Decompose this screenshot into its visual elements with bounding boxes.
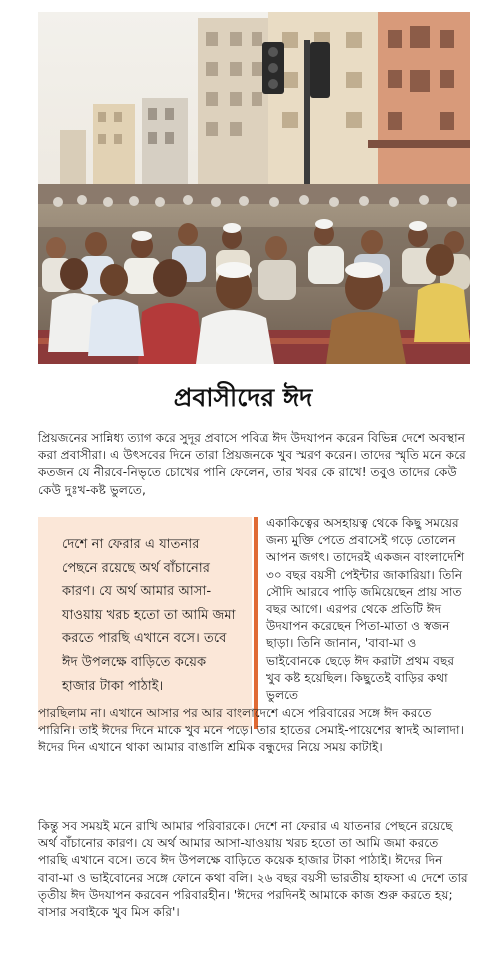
pull-quote-text: দেশে না ফেরার এ যাতনার পেছনে রয়েছে অর্থ বাঁচানোর কারণ। যে অর্থ আমার আসা-যাওয়ায় খরচ হতো তা আমি জমা করতে পারছি এখানে বসে। তবে ঈদ উপলক্ষে বাড়িতে কয়েক হাজার টাকা পাঠাই। [62,537,236,694]
eid-prayer-photo [38,12,470,364]
continuation-paragraph: পারছিলাম না। এখানে আসার পর আর বাংলাদেশে এসে পরিবারের সঙ্গে ঈদ করতে পারিনি। তাই ঈদের দিনে মাকে খুব মনে পড়ে। তার হাতের সেমাই-পায়েশের স্বাদই আলাদা। ঈদের দিন এখানে থাকা আমার বাঙালি শ্রমিক বন্ধুদের নিয়ে সময় কাটাই। [38,706,464,755]
intro-paragraph: প্রিয়জনের সান্নিধ্য ত্যাগ করে সুদূর প্রবাসে পবিত্র ঈদ উদযাপন করেন বিভিন্ন দেশে অবস্থান করা প্রবাসীরা। এ উৎসবের দিনে তারা প্রিয়জনকে খুব স্মরণ করেন। তাদের স্মৃতি মনে করে কতজন যে নীরবে-নিভৃতে চোখের পানি ফেলেন, তার খবর কে রাখে! তবুও তাদের কেউ কেউ দুঃখ-কষ্ট ভুলতে, [38,431,466,497]
pull-quote-accent-bar [254,517,258,729]
final-paragraph: কিন্তু সব সময়ই মনে রাখি আমার পরিবারকে। দেশে না ফেরার এ যাতনার পেছনে রয়েছে অর্থ বাঁচানোর কারণ। যে অর্থ আমার আসা-যাওয়ায় খরচ হতো তা আমি জমা করতে পারছি এখানে বসে। তবে ঈদ উপলক্ষে বাড়িতে কয়েক হাজার টাকা পাঠাই। ঈদের দিন বাবা-মা ও ভাইবোনের সঙ্গে ফোনে কথা বলি। ২৬ বছর বয়সী ভারতীয় হাফসা এ দেশে তার তৃতীয় ঈদ উদযাপন করবেন পরিবারহীন। 'ঈদের পরদিনই আমাকে কাজ শুরু করতে হয়; বাসার সবাইকে খুব মিস করি'। [38,819,468,920]
eid-prayer-illustration [38,12,470,364]
article-headline: প্রবাসীদের ঈদ [173,383,313,412]
pull-quote-box [38,517,252,729]
right-column-paragraph: একাকিত্বের অসহায়ত্ব থেকে কিছু সময়ের জন্য মুক্তি পেতে প্রবাসেই গড়ে তোলেন আপন জগৎ। তাদেরই একজন বাংলাদেশি ৩০ বছর বয়সী পেইন্টার জাকারিয়া। তিনি সৌদি আরবে পাড়ি জমিয়েছেন প্রায় সাত বছর আগে। এরপর থেকে প্রতিটি ঈদ উদযাপন করেছেন পিতা-মাতা ও স্বজন ছাড়া। তিনি জানান, 'বাবা-মা ও ভাইবোনকে ছেড়ে ঈদ করাটা প্রথম বছর খুব কষ্ট হয়েছিল। কিছুতেই বাড়ির কথা ভুলতে [266,516,465,703]
